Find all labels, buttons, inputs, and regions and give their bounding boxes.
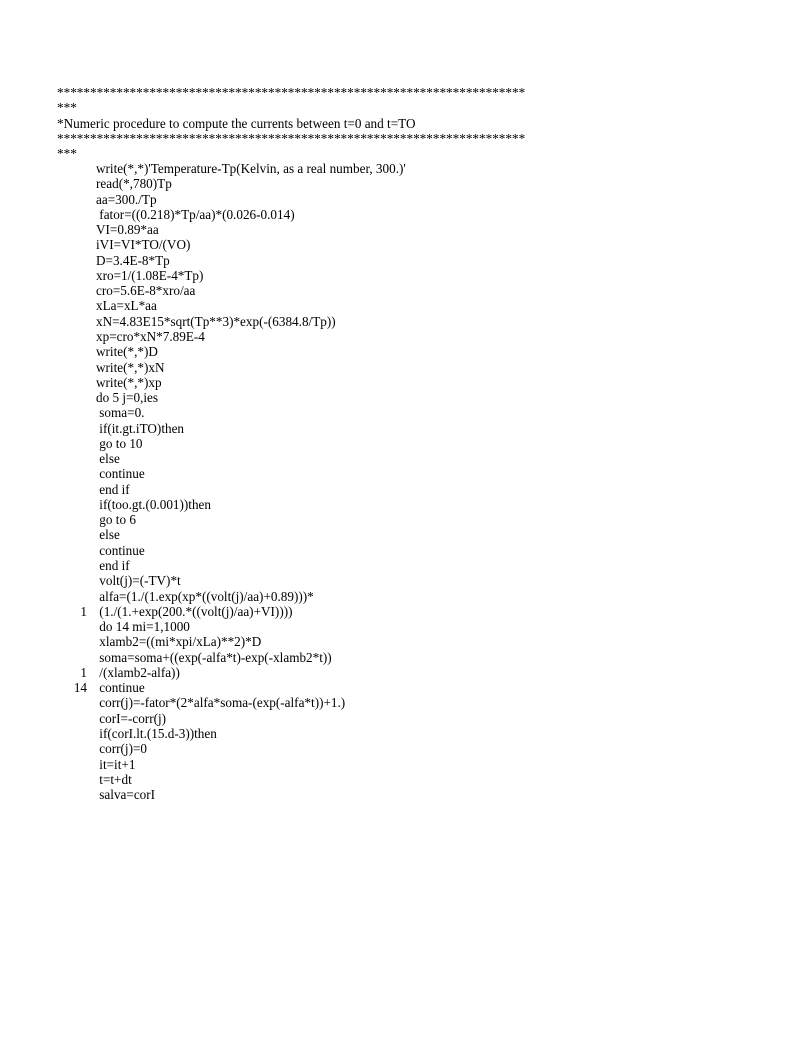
code-line: it=it+1 <box>96 756 136 772</box>
separator-stars: *********************************************************************** <box>57 85 526 100</box>
code-line: xro=1/(1.08E-4*Tp) <box>96 267 204 283</box>
code-line: VI=0.89*aa <box>96 222 159 238</box>
code-line: aa=300./Tp <box>96 191 157 207</box>
code-line: cro=5.6E-8*xro/aa <box>96 283 196 299</box>
code-line: else <box>96 527 120 543</box>
code-line: read(*,780)Tp <box>96 176 172 192</box>
separator-stars: *********************************************************************** <box>57 131 526 146</box>
code-line: xlamb2=((mi*xpi/xLa)**2)*D <box>96 634 262 650</box>
code-line: if(corI.lt.(15.d-3))then <box>96 725 217 741</box>
code-line: continue <box>96 680 145 696</box>
code-line: xp=cro*xN*7.89E-4 <box>96 328 205 344</box>
code-line: fator=((0.218)*Tp/aa)*(0.026-0.014) <box>96 206 295 222</box>
code-line: volt(j)=(-TV)*t <box>96 573 181 589</box>
code-line: write(*,*)xN <box>96 359 165 375</box>
code-line: corr(j)=0 <box>96 741 148 757</box>
code-line: if(too.gt.(0.001))then <box>96 496 211 512</box>
code-line: do 14 mi=1,1000 <box>96 619 190 635</box>
separator-stars-tail: *** <box>57 100 77 115</box>
code-line: continue <box>96 466 145 482</box>
code-line: iVI=VI*TO/(VO) <box>96 237 191 253</box>
code-line: t=t+dt <box>96 771 132 787</box>
code-line: /(xlamb2-alfa)) <box>96 664 180 680</box>
code-line: (1./(1.+exp(200.*((volt(j)/aa)+VI)))) <box>96 603 293 619</box>
code-line: if(it.gt.iTO)then <box>96 420 185 436</box>
code-line: soma=soma+((exp(-alfa*t)-exp(-xlamb2*t)) <box>96 649 332 665</box>
code-line: end if <box>96 481 130 497</box>
code-line: corI=-corr(j) <box>96 710 167 726</box>
comment-line: *Numeric procedure to compute the currents between t=0 and t=TO <box>57 116 416 131</box>
line-label: 1 <box>80 664 87 680</box>
separator-stars-tail: *** <box>57 146 77 161</box>
code-line: write(*,*)'Temperature-Tp(Kelvin, as a real number, 300.)' <box>96 161 406 176</box>
code-line: D=3.4E-8*Tp <box>96 252 170 268</box>
code-line: alfa=(1./(1.exp(xp*((volt(j)/aa)+0.89)))* <box>96 588 314 604</box>
code-line: go to 6 <box>96 512 136 528</box>
code-line: soma=0. <box>96 405 145 421</box>
line-label: 1 <box>80 603 87 619</box>
code-line: end if <box>96 558 130 574</box>
code-line: corr(j)=-fator*(2*alfa*soma-(exp(-alfa*t))+1.) <box>96 695 346 711</box>
code-line: xN=4.83E15*sqrt(Tp**3)*exp(-(6384.8/Tp)) <box>96 313 336 329</box>
code-line: go to 10 <box>96 435 143 451</box>
line-label: 14 <box>73 680 87 696</box>
code-line: write(*,*)D <box>96 344 158 360</box>
code-line: else <box>96 451 120 467</box>
code-line: xLa=xL*aa <box>96 298 157 314</box>
code-line: do 5 j=0,ies <box>96 390 159 406</box>
code-line: write(*,*)xp <box>96 374 162 390</box>
code-line: salva=corI <box>96 787 156 803</box>
code-line: continue <box>96 542 145 558</box>
